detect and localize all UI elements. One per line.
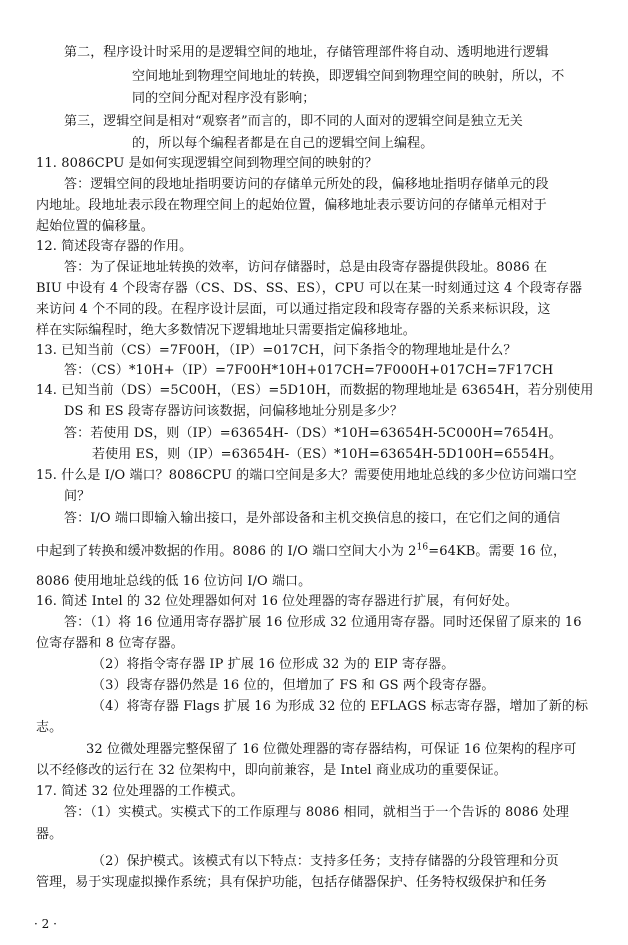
text-line: DS 和 ES 段寄存器访问该数据，问偏移地址分别是多少？ [64, 404, 404, 419]
answer-line: 答：（1）将 16 位通用寄存器扩展 16 位形成 32 位通用寄存器。同时还保留了原来的 16 [64, 615, 582, 630]
text-line: （2）将指令寄存器 IP 扩展 16 位形成 32 为的 EIP 寄存器。 [92, 657, 455, 672]
question-heading: 16. 简述 Intel 的 32 位处理器如何对 16 位处理器的寄存器进行扩展，有何好处。 [36, 594, 518, 609]
page-number: · 2 · [34, 917, 57, 931]
text-line: （4）将寄存器 Flags 扩展 16 为形成 32 位的 EFLAGS 标志寄存器，增加了新的标 [92, 699, 589, 714]
text-line: 内地址。段地址表示段在物理空间上的起始位置，偏移地址表示要访问的存储单元相对于 [36, 198, 547, 213]
text-line: 起始位置的偏移量。 [36, 219, 154, 234]
text-line: （3）段寄存器仍然是 16 位的，但增加了 FS 和 GS 两个段寄存器。 [92, 678, 495, 693]
question-heading: 12. 简述段寄存器的作用。 [36, 239, 193, 254]
text-line: 间？ [64, 489, 91, 504]
text-line: 空间地址到物理空间地址的转换，即逻辑空间到物理空间的映射，所以，不 [132, 69, 565, 84]
text-line: 管理，易于实现虚拟操作系统；具有保护功能，包括存储器保护、任务特权级保护和任务 [36, 875, 547, 890]
question-heading: 13. 已知当前（CS）=7F00H，（IP）=017CH，问下条指令的物理地址是什么？ [36, 343, 517, 358]
text-line [36, 543, 566, 560]
text-line: 8086 使用地址总线的低 16 位访问 I/O 端口。 [36, 574, 312, 589]
text-line: 32 位微处理器完整保留了 16 位微处理器的寄存器结构，可保证 16 位架构的程序可 [86, 742, 577, 757]
question-heading: 17. 简述 32 位处理器的工作模式。 [36, 784, 244, 799]
question-heading: 15. 什么是 I/O 端口？8086CPU 的端口空间是多大？需要使用地址总线的多少位访问端口空 [36, 468, 577, 483]
text-segment: =64KB。需要 16 位， [428, 544, 567, 559]
answer-line: 答：逻辑空间的段地址指明要访问的存储单元所处的段，偏移地址指明存储单元的段 [64, 177, 549, 192]
answer-line: 答：（1）实模式。实模式下的工作原理与 8086 相同，就相当于一个告诉的 8086 处理 [64, 805, 569, 820]
text-segment: 中起到了转换和缓冲数据的作用。8086 的 I/O 端口空间大小为 2 [36, 544, 417, 559]
answer-line: 答：若使用 DS，则（IP）=63654H-（DS）*10H=63654H-5C000H=7654H。 [64, 426, 562, 441]
text-line: 第二，程序设计时采用的是逻辑空间的地址，存储管理部件将自动、透明地进行逻辑 [64, 45, 549, 60]
text-line: 位寄存器和 8 位寄存器。 [36, 636, 184, 651]
text-line: 以不经修改的运行在 32 位架构中，即向前兼容，是 Intel 商业成功的重要保证。 [36, 763, 507, 778]
answer-line: 答：为了保证地址转换的效率，访问存储器时，总是由段寄存器提供段址。8086 在 [64, 260, 548, 275]
answer-line: 答：I/O 端口即输入输出接口，是外部设备和主机交换信息的接口，在它们之间的通信 [64, 511, 561, 526]
text-line: 的，所以每个编程者都是在自己的逻辑空间上编程。 [132, 136, 434, 151]
question-heading: 14. 已知当前（DS）=5C00H，（ES）=5D10H，而数据的物理地址是 63654H，若分别使用 [36, 383, 594, 398]
text-line: 第三，逻辑空间是相对“观察者”而言的，即不同的人面对的逻辑空间是独立无关 [64, 114, 523, 129]
text-line: （2）保护模式。该模式有以下特点：支持多任务；支持存储器的分段管理和分页 [92, 854, 559, 869]
text-line: 同的空间分配对程序没有影响； [132, 91, 316, 106]
answer-line: 答：（CS）*10H+（IP）=7F00H*10H+017CH=7F000H+017CH=7F17CH [64, 363, 554, 378]
text-line: 志。 [36, 720, 63, 735]
text-line: 器。 [36, 827, 63, 842]
text-line: 样在实际编程时，绝大多数情况下逻辑地址只需要指定偏移地址。 [36, 323, 416, 338]
text-line: BIU 中设有 4 个段寄存器（CS、DS、SS、ES），CPU 可以在某一时刻通过这 4 个段寄存器 [36, 281, 583, 296]
text-line: 来访问 4 个不同的段。在程序设计层面，可以通过指定段和段寄存器的关系来标识段，这 [36, 302, 551, 317]
superscript: 16 [416, 542, 429, 553]
answer-line: 若使用 ES，则（IP）=63654H-（ES）*10H=63654H-5D100H=6554H。 [92, 447, 563, 462]
question-heading: 11. 8086CPU 是如何实现逻辑空间到物理空间的映射的？ [36, 156, 378, 171]
